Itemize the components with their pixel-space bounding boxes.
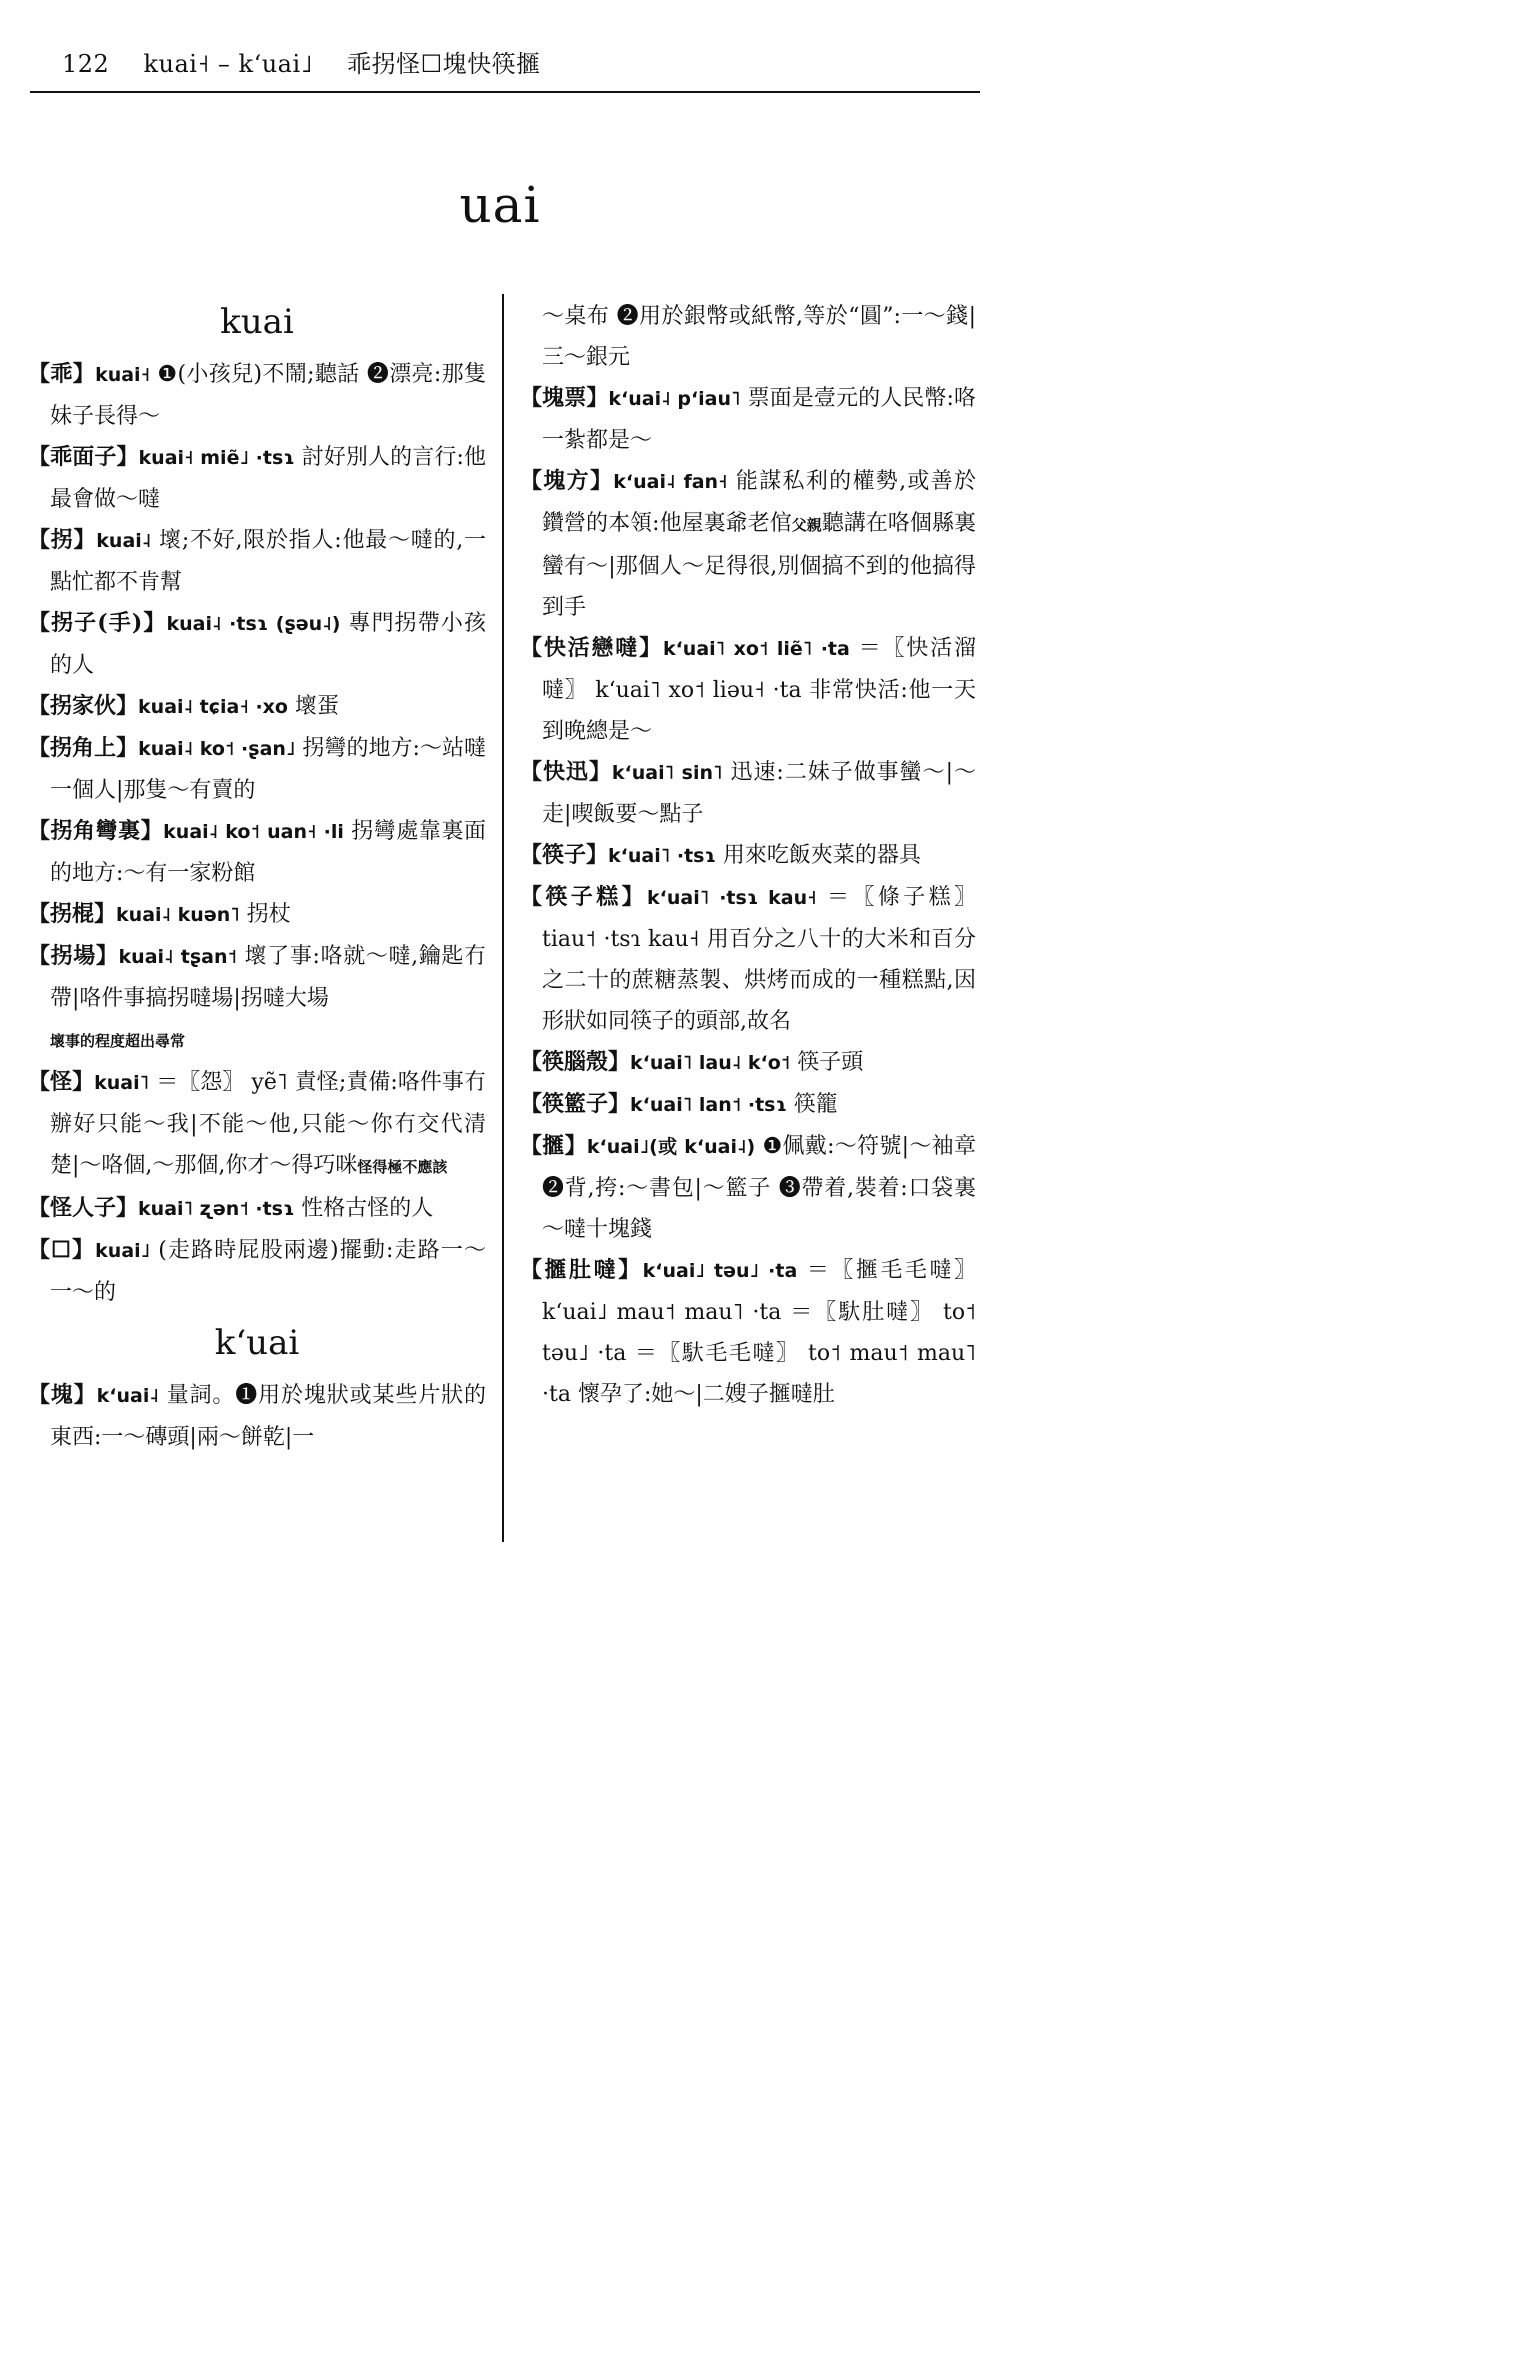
dict-entry: [28, 894, 486, 936]
dict-entry: [520, 628, 976, 752]
dict-entry: [28, 1188, 486, 1230]
definition: ＝〖怨〗 yẽ˥ 責怪;責備:咯件事冇辦好只能～我|不能～他,只能～你冇交代清楚|～咯個,～那個,你才～得巧咪: [50, 1070, 486, 1178]
definition: 能謀私利的權勢,或善於鑽營的本領:他屋裏爺老倌: [542, 469, 976, 536]
dict-entry: [520, 835, 976, 877]
definition: 壞;不好,限於指人:他最～噠的,一點忙都不肯幫: [50, 528, 486, 595]
dict-entry: [28, 354, 486, 437]
page-number: 122: [62, 50, 110, 78]
headword: 【 拐角彎裏 】: [28, 818, 163, 844]
gloss-note: 父親: [791, 516, 822, 534]
definition-continued: 聽講在咯個縣裏蠻有～|那個人～足得很,別個搞不到的他搞得到手: [542, 511, 976, 620]
headword: 【 筷子 】: [520, 842, 608, 868]
page-range: kuai˧ – k‘uai˩: [143, 50, 313, 78]
headword: 【 筷籃子 】: [520, 1091, 630, 1117]
definition: 票面是壹元的人民幣:咯一紮都是～: [542, 386, 976, 453]
dict-entry: [28, 437, 486, 520]
dict-entry: [520, 1084, 976, 1126]
dict-entry: [520, 1250, 976, 1415]
definition: 迅速:二妹子做事蠻～|～走|喫飯要～點子: [542, 760, 976, 827]
definition: 壞了事:咯就～噠,鑰匙冇帶|咯件事搞拐噠場|拐噠大場: [50, 944, 486, 1011]
definition: 壞蛋: [294, 694, 339, 719]
definition: (走路時屁股兩邊)擺動:走路一～一～的: [50, 1238, 486, 1305]
subhead-kuai: kuai: [220, 302, 294, 342]
headword: 【 塊 】: [28, 1382, 97, 1408]
headword: 【 塊票 】: [520, 385, 608, 411]
headword: 【 ☐ 】: [28, 1237, 95, 1263]
definition: 筷子頭: [797, 1050, 864, 1075]
pronunciation: kuai˥: [94, 1072, 150, 1094]
entry-continuation: ～桌布 ❷用於銀幣或紙幣,等於“圓”:一～錢|三～銀元: [542, 304, 976, 370]
dict-entry: [520, 461, 976, 628]
dict-entry: [28, 1062, 486, 1188]
definition: ＝〖條子糕〗 tiau˦ ·tsɿ kau˧ 用百分之八十的大米和百分之二十的蔗糖蒸製、烘烤而成的一種糕點,因形狀如同筷子的頭部,故名: [542, 885, 976, 1034]
definition: 討好別人的言行:他最會做～噠: [50, 445, 486, 512]
headword: 【 拐 】: [28, 527, 96, 553]
gloss-note: 壞事的程度超出尋常: [50, 1032, 186, 1050]
pronunciation: k‘uai˥ sin˥: [611, 762, 723, 784]
definition: 拐杖: [246, 902, 291, 927]
headword: 【 拐子(手) 】: [28, 610, 166, 636]
pronunciation: k‘uai˥ xo˦ liẽ˥ ·ta: [662, 638, 850, 660]
pronunciation: k‘uai˥ ·tsɿ: [608, 845, 716, 867]
definition: ❶佩戴:～符號|～袖章 ❷背,挎:～書包|～籃子 ❸帶着,裝着:口袋裏～噠十塊錢: [542, 1134, 976, 1242]
headword: 【 拐角上 】: [28, 735, 138, 761]
definition: 專門拐帶小孩的人: [50, 611, 486, 678]
dict-entry: [28, 1230, 486, 1313]
header-rule: [30, 91, 980, 93]
pronunciation: kuai˨ kuən˥: [116, 904, 240, 926]
section-title: uai: [459, 176, 541, 234]
headword: 【 怪人子 】: [28, 1195, 138, 1221]
dict-entry: [28, 520, 486, 603]
definition: ＝〖快活溜噠〗 k‘uai˥ xo˦ liəu˧ ·ta 非常快活:他一天到晚總是～: [542, 636, 976, 744]
dict-entry: [28, 811, 486, 894]
pronunciation: k‘uai˨ fan˧: [613, 471, 728, 493]
pronunciation: kuai˨ ko˦ uan˧ ·li: [163, 821, 344, 843]
dict-entry: [28, 686, 486, 728]
dict-entry: [28, 728, 486, 811]
pronunciation: kuai˨ ko˦ ·ʂan˩: [138, 738, 296, 760]
definition: 用來吃飯夾菜的器具: [722, 843, 921, 868]
dict-entry: [520, 378, 976, 461]
dict-entry: [28, 936, 486, 1062]
definition: 性格古怪的人: [301, 1196, 434, 1221]
definition: 拐彎處靠裏面的地方:～有一家粉館: [50, 819, 486, 886]
headword: 【 乖面子 】: [28, 444, 139, 470]
gloss-note: 怪得極不應該: [357, 1158, 448, 1176]
column-divider: [502, 294, 504, 1542]
headword: 【 快活戀噠 】: [520, 635, 663, 661]
pronunciation: k‘uai˥ lau˨ k‘o˦: [630, 1052, 791, 1074]
pronunciation: k‘uai˩(或 k‘uai˨): [586, 1136, 756, 1158]
headword: 【 拐場 】: [28, 943, 119, 969]
pronunciation: kuai˨ tɕia˧ ·xo: [138, 696, 288, 718]
dict-entry: [28, 1375, 486, 1458]
pronunciation: kuai˧: [95, 364, 151, 386]
headword: 【 塊方 】: [520, 468, 613, 494]
pronunciation: k‘uai˥ lan˦ ·tsɿ: [630, 1094, 787, 1116]
headword: 【 擓 】: [520, 1133, 587, 1159]
headword: 【 擓肚噠 】: [520, 1257, 643, 1283]
headword: 【 拐家伙 】: [28, 693, 138, 719]
definition: ❶(小孩兒)不鬧;聽話 ❷漂亮:那隻妹子長得～: [50, 362, 486, 429]
headword: 【 怪 】: [28, 1069, 94, 1095]
definition: 量詞。❶用於塊狀或某些片狀的東西:一～磚頭|兩～餅乾|一: [50, 1383, 486, 1450]
dict-entry: [520, 1126, 976, 1250]
pronunciation: kuai˥ ʐən˦ ·tsɿ: [138, 1198, 295, 1220]
headword: 【 筷子糕 】: [520, 884, 647, 910]
pronunciation: kuai˨ ·tsɿ (ʂəu˨): [166, 613, 341, 635]
definition: 拐彎的地方:～站噠一個人|那隻～有賣的: [50, 736, 486, 803]
dict-entry: [28, 603, 486, 686]
pronunciation: kuai˨ tʂan˦: [118, 946, 238, 968]
headword: 【 快迅 】: [520, 759, 612, 785]
right-column: [520, 296, 976, 1415]
definition: 筷籠: [793, 1092, 838, 1117]
running-header: [62, 44, 567, 79]
headword: 【 筷腦殼 】: [520, 1049, 630, 1075]
pronunciation: kuai˧ miẽ˩ ·tsɿ: [138, 447, 295, 469]
pronunciation: k‘uai˨ p‘iau˥: [608, 388, 741, 410]
dict-entry: [520, 877, 976, 1042]
page-chars: 乖拐怪☐塊快筷擓: [347, 50, 541, 78]
left-column: [28, 296, 486, 1458]
pronunciation: k‘uai˥ ·tsɿ kau˧: [647, 887, 817, 909]
definition: ＝〖擓毛毛噠〗 k‘uai˩ mau˦ mau˥ ·ta ＝〖馱肚噠〗 to˦ təu˩ ·ta ＝〖馱毛毛噠〗 to˦ mau˦ mau˥ ·ta 懷孕了:她～|二嫂子擓噠肚: [542, 1258, 976, 1407]
subhead-kuai-aspirated: k‘uai: [214, 1323, 300, 1363]
dict-entry: [520, 1042, 976, 1084]
headword: 【 拐棍 】: [28, 901, 116, 927]
pronunciation: k‘uai˨: [96, 1385, 159, 1407]
pronunciation: kuai˩: [95, 1240, 151, 1262]
pronunciation: kuai˨: [96, 530, 152, 552]
pronunciation: k‘uai˩ təu˩ ·ta: [642, 1260, 798, 1282]
dict-entry: [520, 752, 976, 835]
headword: 【 乖 】: [28, 361, 95, 387]
